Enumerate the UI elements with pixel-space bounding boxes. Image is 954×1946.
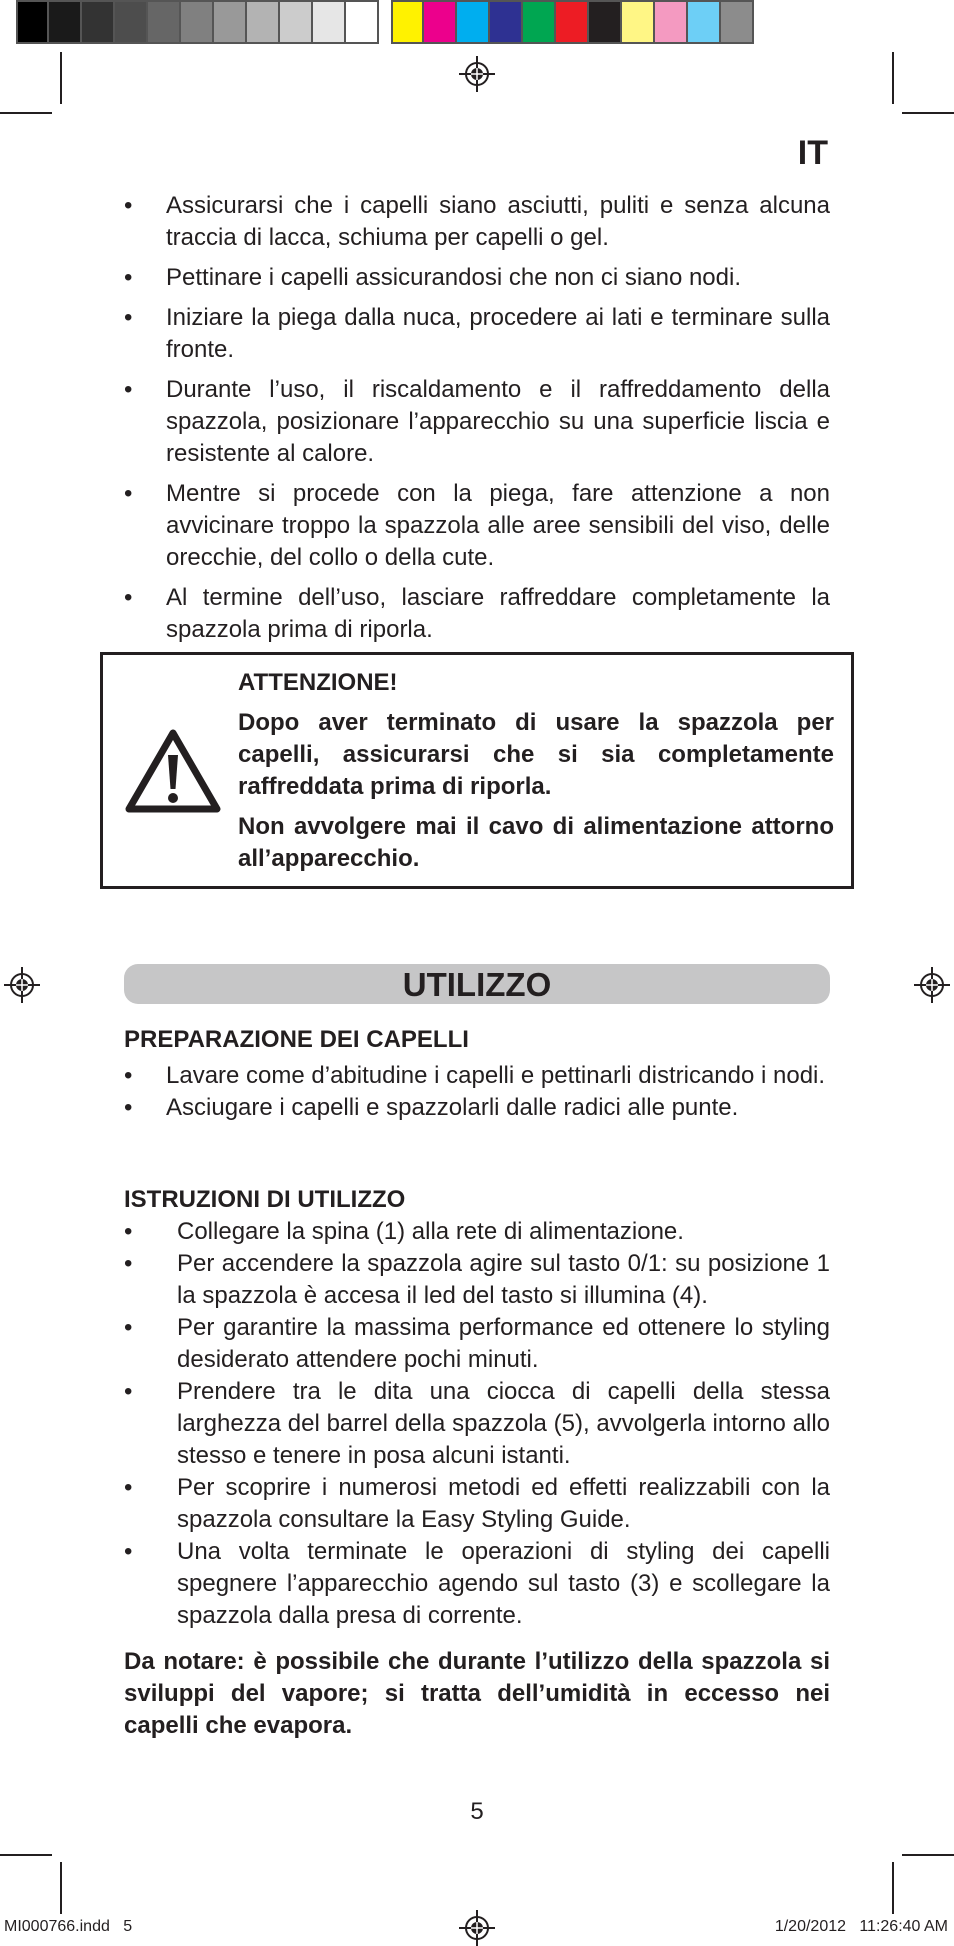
warning-triangle-icon xyxy=(125,727,221,815)
gray-swatch xyxy=(247,0,280,44)
process-color-swatch xyxy=(391,0,424,44)
color-calibration-bar xyxy=(16,0,938,44)
registration-mark-icon xyxy=(914,967,950,1003)
gray-swatch xyxy=(214,0,247,44)
gray-swatch xyxy=(148,0,181,44)
process-color-swatch xyxy=(721,0,754,44)
warning-paragraph: Non avvolgere mai il cavo di alimentazione attorno all’apparecchio. xyxy=(238,813,834,872)
list-item: • Una volta terminate le operazioni di styling dei capelli spegnere l’apparecchio agendo sul tasto (3) e scollegare la spazzola dalla presa di corrente. xyxy=(124,1538,830,1629)
gray-swatch xyxy=(280,0,313,44)
date-slug: 1/20/2012 11:26:40 AM xyxy=(774,1918,948,1935)
list-item: • Al termine dell’uso, lasciare raffreddare completamente la spazzola prima di riporla. xyxy=(124,584,830,643)
crop-mark xyxy=(60,52,62,104)
gray-swatch xyxy=(346,0,379,44)
process-color-swatch xyxy=(655,0,688,44)
gray-swatch xyxy=(313,0,346,44)
process-color-swatch xyxy=(523,0,556,44)
warning-paragraph: Dopo aver terminato di usare la spazzola per capelli, assicurarsi che si sia completamente raffreddata prima di riporla. xyxy=(238,709,834,800)
list-item: • Collegare la spina (1) alla rete di alimentazione. xyxy=(124,1218,684,1245)
swatch-gap xyxy=(379,0,391,44)
process-color-swatch xyxy=(688,0,721,44)
instructions-heading: ISTRUZIONI DI UTILIZZO xyxy=(124,1186,406,1213)
crop-mark xyxy=(0,1854,52,1856)
list-item: • Per scoprire i numerosi metodi ed effetti realizzabili con la spazzola consultare la Easy Styling Guide. xyxy=(124,1474,830,1533)
registration-mark-icon xyxy=(459,56,495,92)
language-code: IT xyxy=(797,134,828,172)
crop-mark xyxy=(0,112,52,114)
list-item: • Per garantire la massima performance ed ottenere lo styling desiderato attendere pochi minuti. xyxy=(124,1314,830,1373)
process-color-swatch xyxy=(457,0,490,44)
prep-section xyxy=(124,1024,830,1124)
crop-mark xyxy=(892,1862,894,1914)
process-color-swatch xyxy=(589,0,622,44)
list-item: • Lavare come d’abitudine i capelli e pettinarli districando i nodi. xyxy=(124,1062,826,1089)
crop-mark xyxy=(892,52,894,104)
prep-heading: PREPARAZIONE DEI CAPELLI xyxy=(124,1026,469,1053)
registration-mark-icon xyxy=(459,1910,495,1946)
registration-mark-icon xyxy=(4,967,40,1003)
page-number: 5 xyxy=(470,1798,484,1825)
process-color-swatch xyxy=(490,0,523,44)
gray-swatch xyxy=(16,0,49,44)
instructions-section xyxy=(124,1184,830,1632)
list-item: • Durante l’uso, il riscaldamento e il raffreddamento della spazzola, posizionare l’apparecchio su una superficie liscia e resistente al calore. xyxy=(124,376,830,467)
list-item: • Pettinare i capelli assicurandosi che non ci siano nodi. xyxy=(124,264,742,291)
process-color-swatch xyxy=(622,0,655,44)
gray-swatch xyxy=(82,0,115,44)
process-color-swatch xyxy=(424,0,457,44)
instructions-bullet-list xyxy=(124,1216,830,1632)
list-item: • Asciugare i capelli e spazzolarli dalle radici alle punte. xyxy=(124,1094,739,1121)
list-item: • Assicurarsi che i capelli siano asciutti, puliti e senza alcuna traccia di lacca, schiuma per capelli o gel. xyxy=(124,192,830,251)
note-paragraph: Da notare: è possibile che durante l’utilizzo della spazzola si sviluppi del vapore; si tratta dell’umidità in eccesso nei capelli che evapora. xyxy=(124,1648,830,1739)
intro-section xyxy=(124,190,830,654)
crop-mark xyxy=(60,1862,62,1914)
warning-text xyxy=(238,667,834,883)
intro-bullet-list xyxy=(124,190,830,646)
section-title: UTILIZZO xyxy=(124,964,830,1004)
gray-swatch xyxy=(181,0,214,44)
warning-box xyxy=(100,652,854,889)
crop-mark xyxy=(902,112,954,114)
list-item: • Iniziare la piega dalla nuca, procedere ai lati e terminare sulla fronte. xyxy=(124,304,830,363)
list-item: • Mentre si procede con la piega, fare attenzione a non avvicinare troppo la spazzola alle aree sensibili del viso, delle orecchie, del collo o della cute. xyxy=(124,480,830,571)
process-color-swatch xyxy=(556,0,589,44)
gray-swatch xyxy=(49,0,82,44)
list-item: • Prendere tra le dita una ciocca di capelli della stessa larghezza del barrel della spazzola (5), avvolgerla intorno allo stesso e tenere in posa alcuni istanti. xyxy=(124,1378,830,1469)
note-section xyxy=(124,1646,830,1742)
prep-bullet-list xyxy=(124,1060,830,1124)
crop-mark xyxy=(902,1854,954,1856)
list-item: • Per accendere la spazzola agire sul tasto 0/1: su posizione 1 la spazzola è accesa il led del tasto si illumina (4). xyxy=(124,1250,830,1309)
file-slug: MI000766.indd 5 xyxy=(4,1918,133,1935)
warning-title: ATTENZIONE! xyxy=(238,669,398,696)
gray-swatch xyxy=(115,0,148,44)
